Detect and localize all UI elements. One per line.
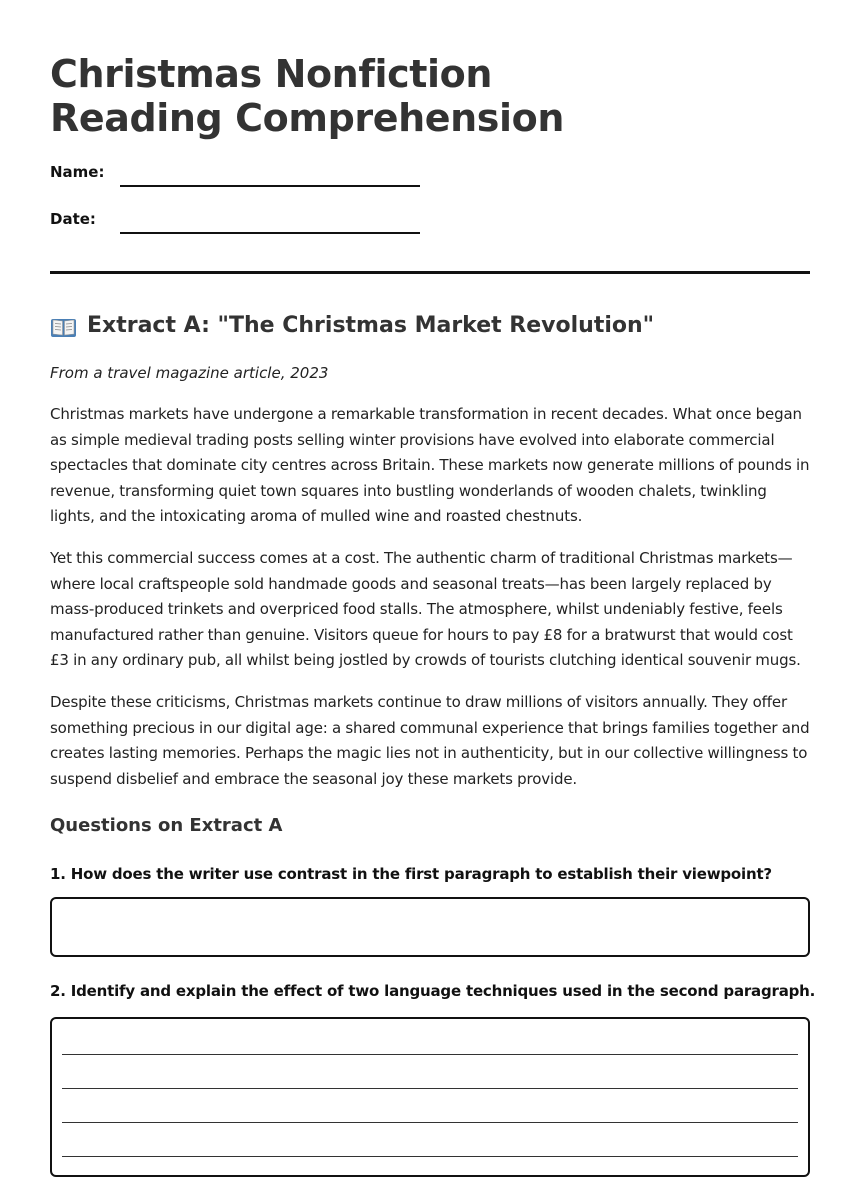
date-input-line[interactable] (120, 232, 420, 234)
date-label: Date: (50, 210, 96, 228)
answer-line (62, 1122, 798, 1123)
extract-paragraph: Christmas markets have undergone a remarkable transformation in recent decades. What once began as simple medieval trading posts selling winter provisions have evolved into elaborate commercial spectacles that dominate city centres across Britain. These markets now generate millions of pounds in revenue, transforming quiet town squares into bustling wonderlands of wooden chalets, twinkling lights, and the intoxicating aroma of mulled wine and roasted chestnuts. (50, 405, 810, 525)
extract-heading-text: Extract A: "The Christmas Market Revolution" (87, 313, 655, 338)
extract-heading (50, 310, 654, 342)
extract-paragraph: Despite these criticisms, Christmas markets continue to draw millions of visitors annually. They offer something precious in our digital age: a shared communal experience that brings families together and creates lasting memories. Perhaps the magic lies not in authenticity, but in our collective willingness to suspend disbelief and embrace the seasonal joy these markets provide. (50, 693, 810, 788)
page-title: Christmas Nonfiction Reading Comprehension (50, 52, 564, 140)
extract-paragraph: Yet this commercial success comes at a cost. The authentic charm of traditional Christmas markets—where local craftspeople sold handmade goods and seasonal treats—has been largely replaced by mass-produced trinkets and overpriced food stalls. The atmosphere, whilst undeniably festive, feels manufactured rather than genuine. Visitors queue for hours to pay £8 for a bratwurst that would cost £3 in any ordinary pub, all whilst being jostled by crowds of tourists clutching identical souvenir mugs. (50, 549, 801, 669)
answer-line (62, 1156, 798, 1157)
name-field (50, 163, 420, 181)
questions-heading: Questions on Extract A (50, 815, 283, 836)
question-1: 1. How does the writer use contrast in the first paragraph to establish their viewpoint? (50, 865, 772, 883)
answer-box-1[interactable] (50, 897, 810, 957)
answer-line (62, 1088, 798, 1089)
open-book-icon (50, 316, 77, 337)
answer-box-2[interactable] (50, 1017, 810, 1177)
name-label: Name: (50, 163, 105, 181)
header-divider (50, 271, 810, 274)
extract-source: From a travel magazine article, 2023 (50, 364, 329, 382)
name-input-line[interactable] (120, 185, 420, 187)
question-2: 2. Identify and explain the effect of two language techniques used in the second paragraph. (50, 982, 816, 1000)
date-field (50, 210, 420, 228)
answer-line (62, 1054, 798, 1055)
